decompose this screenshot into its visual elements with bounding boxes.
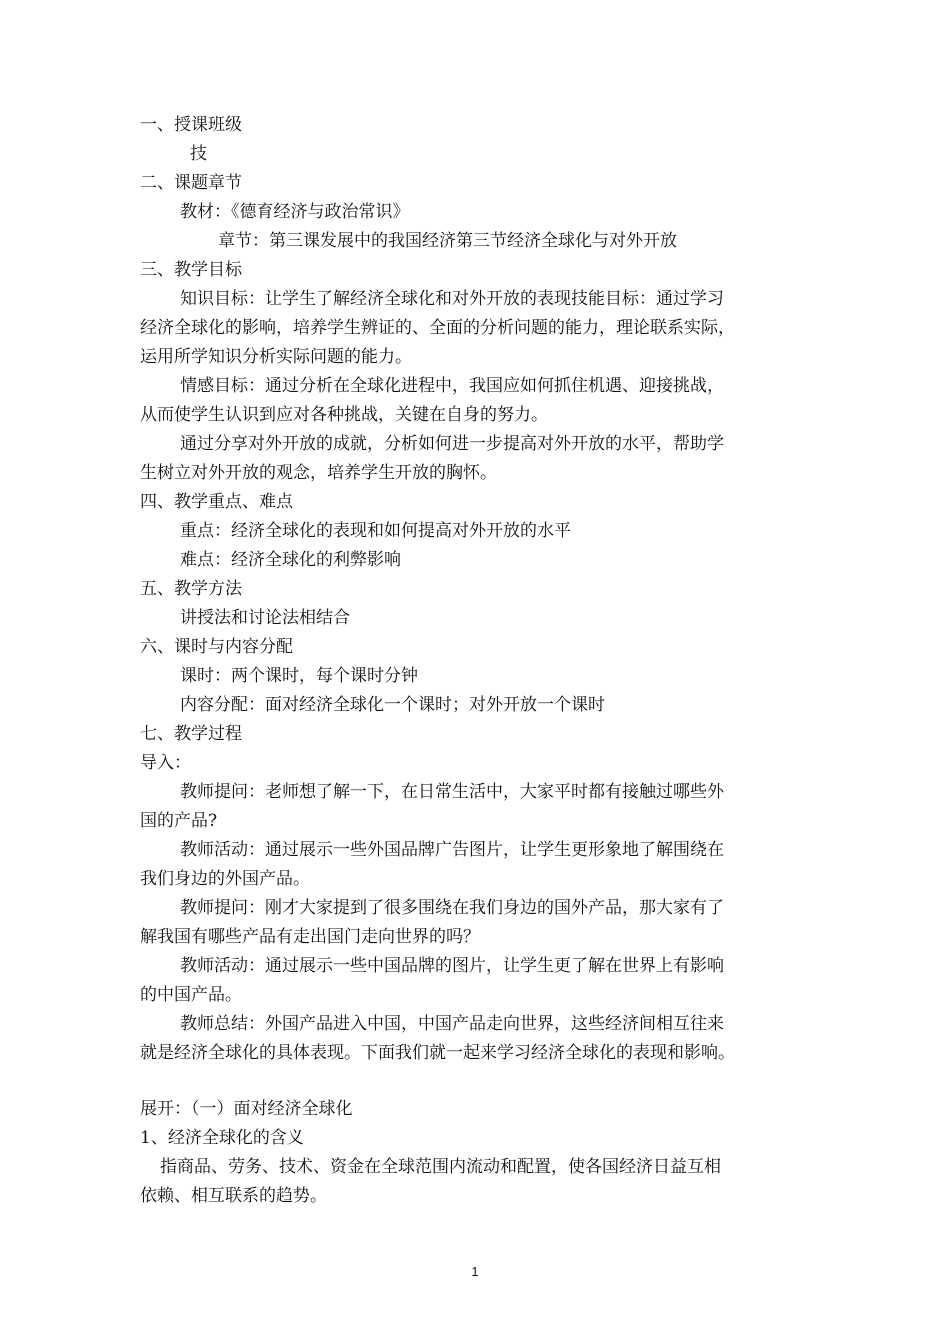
paragraph-line: 难点：经济全球化的利弊影响	[180, 550, 401, 570]
paragraph-line: 通过分享对外开放的成就，分析如何进一步提高对外开放的水平，帮助学	[180, 434, 724, 454]
section-heading: 四、教学重点、难点	[140, 492, 293, 512]
section-heading: 五、教学方法	[140, 579, 242, 599]
paragraph-line: 知识目标：让学生了解经济全球化和对外开放的表现技能目标：通过学习	[180, 289, 724, 309]
section-heading: 六、课时与内容分配	[140, 637, 293, 657]
paragraph-line: 就是经济全球化的具体表现。下面我们就一起来学习经济全球化的表现和影响。	[140, 1043, 735, 1063]
section-heading: 展开：（一）面对经济全球化	[140, 1099, 353, 1119]
subsection-heading: 1、经济全球化的含义	[140, 1128, 304, 1148]
paragraph-line: 章节：第三课发展中的我国经济第三节经济全球化与对外开放	[218, 231, 677, 251]
paragraph-line: 教师总结：外国产品进入中国，中国产品走向世界，这些经济间相互往来	[180, 1014, 724, 1034]
paragraph-line: 经济全球化的影响，培养学生辨证的、全面的分析问题的能力，理论联系实际，	[140, 318, 735, 338]
paragraph-line: 教师提问：刚才大家提到了很多围绕在我们身边的国外产品，那大家有了	[180, 898, 724, 918]
paragraph-line: 导入：	[140, 753, 191, 773]
paragraph-line: 国的产品?	[140, 811, 218, 831]
section-heading: 七、教学过程	[140, 724, 242, 744]
paragraph-line: 情感目标：通过分析在全球化进程中，我国应如何抓住机遇、迎接挑战，	[180, 376, 724, 396]
section-heading: 一、授课班级	[140, 115, 242, 135]
section-heading: 二、课题章节	[140, 173, 242, 193]
paragraph-line: 我们身边的外国产品。	[140, 869, 310, 889]
paragraph-line: 教师活动：通过展示一些外国品牌广告图片，让学生更形象地了解围绕在	[180, 840, 724, 860]
paragraph-line: 内容分配：面对经济全球化一个课时；对外开放一个课时	[180, 695, 605, 715]
paragraph-line: 生树立对外开放的观念，培养学生开放的胸怀。	[140, 463, 497, 483]
section-heading: 三、教学目标	[140, 260, 242, 280]
paragraph-line: 的中国产品。	[140, 985, 242, 1005]
paragraph-line: 课时：两个课时，每个课时分钟	[180, 666, 418, 686]
paragraph-line: 指商品、劳务、技术、资金在全球范围内流动和配置，使各国经济日益互相	[160, 1157, 721, 1177]
paragraph-line: 教师活动：通过展示一些中国品牌的图片，让学生更了解在世界上有影响	[180, 956, 724, 976]
paragraph-line: 讲授法和讨论法相结合	[180, 608, 350, 628]
page-number: 1	[471, 1264, 479, 1279]
paragraph-line: 从而使学生认识到应对各种挑战，关键在自身的努力。	[140, 405, 548, 425]
paragraph-line: 教材：《德育经济与政治常识》	[180, 202, 410, 222]
paragraph-line: 依赖、相互联系的趋势。	[140, 1186, 327, 1206]
paragraph-line: 教师提问：老师想了解一下，在日常生活中，大家平时都有接触过哪些外	[180, 782, 724, 802]
paragraph-line: 运用所学知识分析实际问题的能力。	[140, 347, 412, 367]
paragraph-line: 解我国有哪些产品有走出国门走向世界的吗？	[140, 927, 480, 947]
paragraph-line: 重点：经济全球化的表现和如何提高对外开放的水平	[180, 521, 571, 541]
paragraph-line: 技	[190, 144, 207, 164]
